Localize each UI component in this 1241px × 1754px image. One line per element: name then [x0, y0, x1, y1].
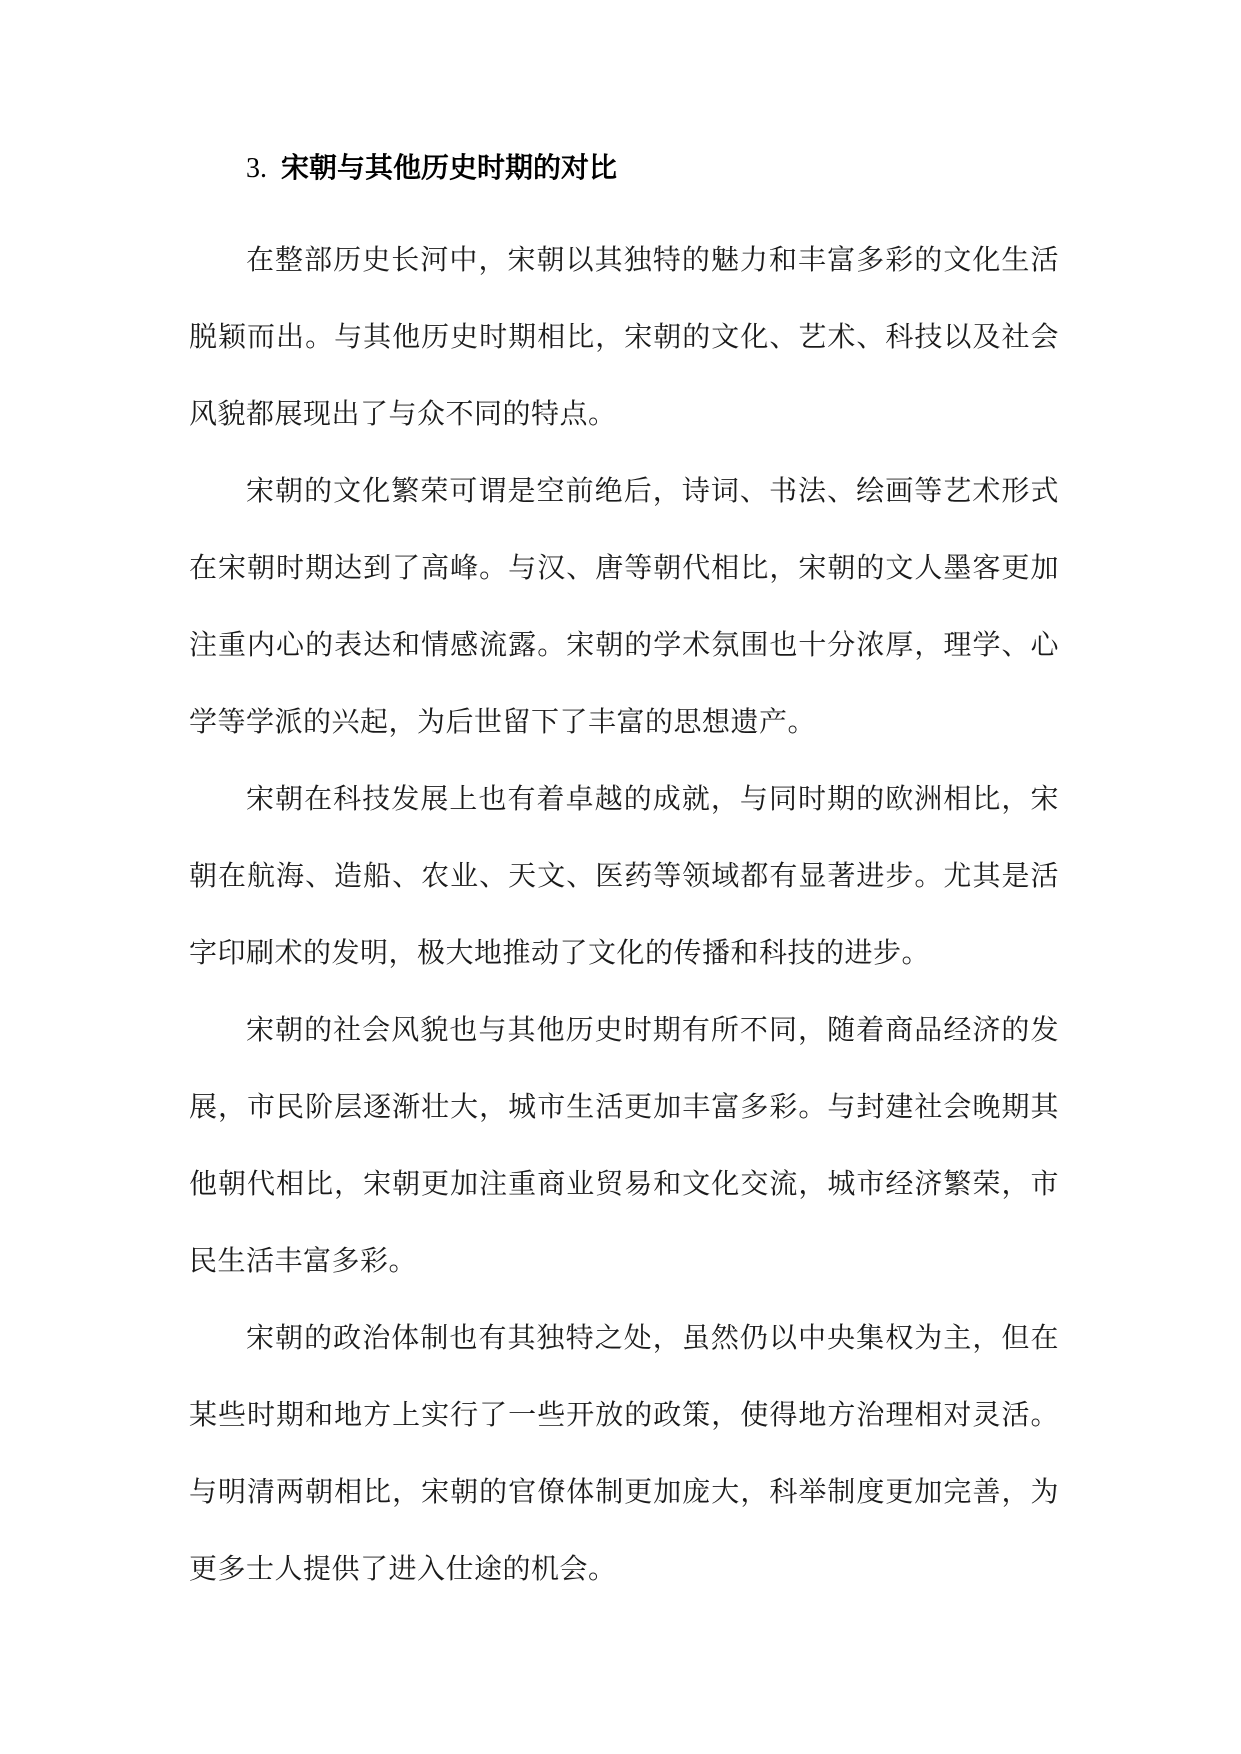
section-heading: [246, 148, 617, 189]
paragraph-technology: 宋朝在科技发展上也有着卓越的成就，与同时期的欧洲相比，宋朝在航海、造船、农业、天文、医药等领域都有显著进步。尤其是活字印刷术的发明，极大地推动了文化的传播和科技的进步。: [189, 782, 1059, 969]
paragraph-politics: 宋朝的政治体制也有其独特之处，虽然仍以中央集权为主，但在某些时期和地方上实行了一些开放的政策，使得地方治理相对灵活。与明清两朝相比，宋朝的官僚体制更加庞大，科举制度更加完善，为更多士人提供了进入仕途的机会。: [189, 1321, 1059, 1585]
paragraph-society: 宋朝的社会风貌也与其他历史时期有所不同，随着商品经济的发展，市民阶层逐渐壮大，城市生活更加丰富多彩。与封建社会晚期其他朝代相比，宋朝更加注重商业贸易和文化交流，城市经济繁荣，市民生活丰富多彩。: [189, 1013, 1059, 1277]
paragraph-intro: 在整部历史长河中，宋朝以其独特的魅力和丰富多彩的文化生活脱颖而出。与其他历史时期相比，宋朝的文化、艺术、科技以及社会风貌都展现出了与众不同的特点。: [189, 243, 1059, 430]
body-text: [189, 221, 1059, 1607]
paragraph-culture: 宋朝的文化繁荣可谓是空前绝后，诗词、书法、绘画等艺术形式在宋朝时期达到了高峰。与汉、唐等朝代相比，宋朝的文人墨客更加注重内心的表达和情感流露。宋朝的学术氛围也十分浓厚，理学、心学等学派的兴起，为后世留下了丰富的思想遗产。: [189, 474, 1059, 738]
section-number: 3.: [246, 153, 267, 184]
section-title: 宋朝与其他历史时期的对比: [281, 151, 618, 184]
